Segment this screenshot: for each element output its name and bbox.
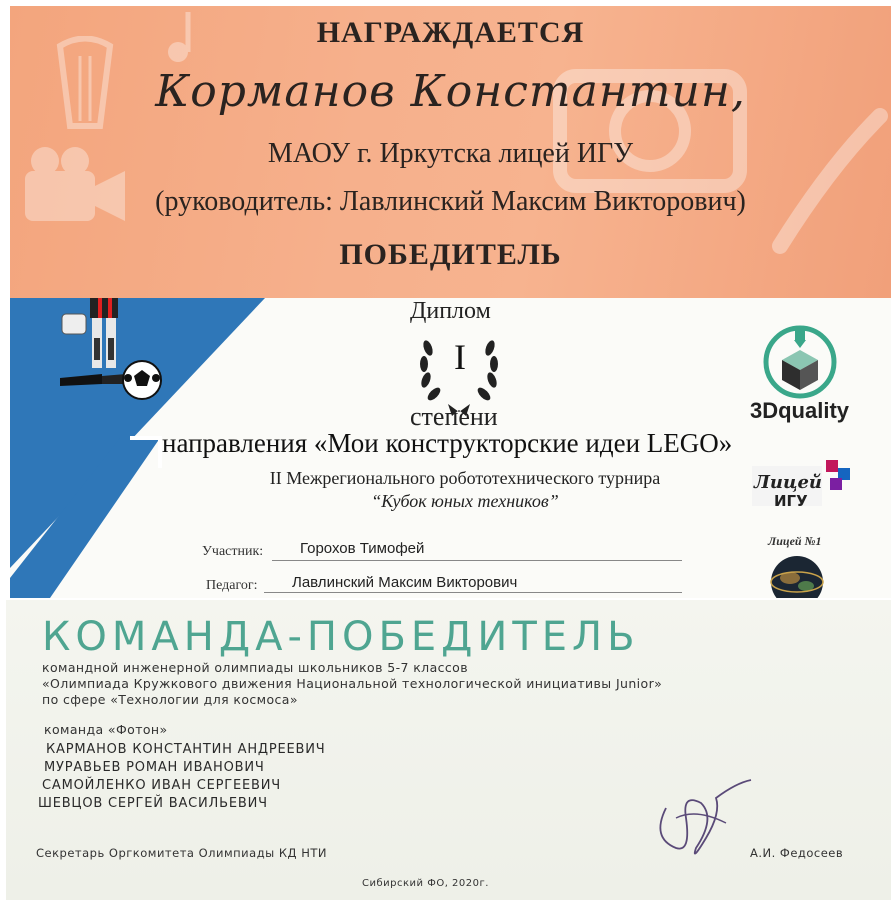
participant-name: Горохов Тимофей [300, 540, 425, 557]
olympiad-line-2: «Олимпиада Кружкового движения Национальной технологической инициативы Junior» [42, 676, 663, 691]
football-player-icon [54, 298, 184, 408]
globe-logo-icon [762, 552, 832, 598]
team-member: САМОЙЛЕНКО ИВАН СЕРГЕЕВИЧ [42, 778, 281, 793]
awardee-name: Корманов Константин, [155, 66, 746, 117]
lyceum-igu-logo-icon [746, 458, 856, 518]
participant-label: Участник: [202, 544, 264, 559]
svg-text:ИГУ: ИГУ [774, 492, 808, 510]
diploma-direction: направления «Мои конструкторские идеи LEGO» [162, 428, 733, 458]
supervisor-line: (руководитель: Лавлинский Максим Викторович) [155, 186, 746, 217]
teacher-name: Лавлинский Максим Викторович [292, 574, 518, 591]
team-member: МУРАВЬЕВ РОМАН ИВАНОВИЧ [44, 760, 265, 775]
lego-diploma [10, 298, 891, 598]
3dquality-logo-text: 3Dquality [750, 398, 850, 423]
tournament-name: “Кубок юных техников” [371, 491, 559, 511]
3dquality-logo-icon [752, 320, 862, 400]
award-certificate-top [10, 6, 891, 298]
team-member: КАРМАНОВ КОНСТАНТИН АНДРЕЕВИЧ [46, 742, 326, 757]
olympiad-line-1: командной инженерной олимпиады школьников 5-7 классов [42, 660, 468, 675]
olympiad-line-3: по сфере «Технологии для космоса» [42, 692, 298, 707]
svg-text:Лицей: Лицей [754, 472, 823, 493]
degree-word: степени [410, 402, 498, 431]
district-year: Сибирский ФО, 2020г. [362, 878, 489, 889]
decorative-brush-icon [770, 106, 890, 256]
lyceum1-logo-text: Лицей №1 [768, 534, 822, 548]
teacher-underline [264, 592, 682, 593]
secretary-title: Секретарь Оргкомитета Олимпиады КД НТИ [36, 846, 327, 860]
handwritten-signature [646, 778, 756, 868]
school-name: МАОУ г. Иркутска лицей ИГУ [267, 138, 634, 169]
teacher-label: Педагог: [206, 578, 258, 593]
signer-name: А.И. Федосеев [750, 846, 844, 860]
team-winner-certificate [6, 600, 891, 900]
diploma-title: Диплом [410, 298, 491, 324]
diploma-degree: I [454, 337, 466, 377]
team-award-title: КОМАНДА-ПОБЕДИТЕЛЬ [42, 614, 640, 660]
award-status: ПОБЕДИТЕЛЬ [339, 238, 562, 271]
participant-underline [272, 560, 682, 561]
award-heading: НАГРАЖДАЕТСЯ [316, 16, 585, 49]
tournament-line: II Межрегионального робототехнического турнира [269, 468, 661, 488]
team-label: команда «Фотон» [44, 722, 168, 737]
team-member: ШЕВЦОВ СЕРГЕЙ ВАСИЛЬЕВИЧ [38, 796, 268, 811]
